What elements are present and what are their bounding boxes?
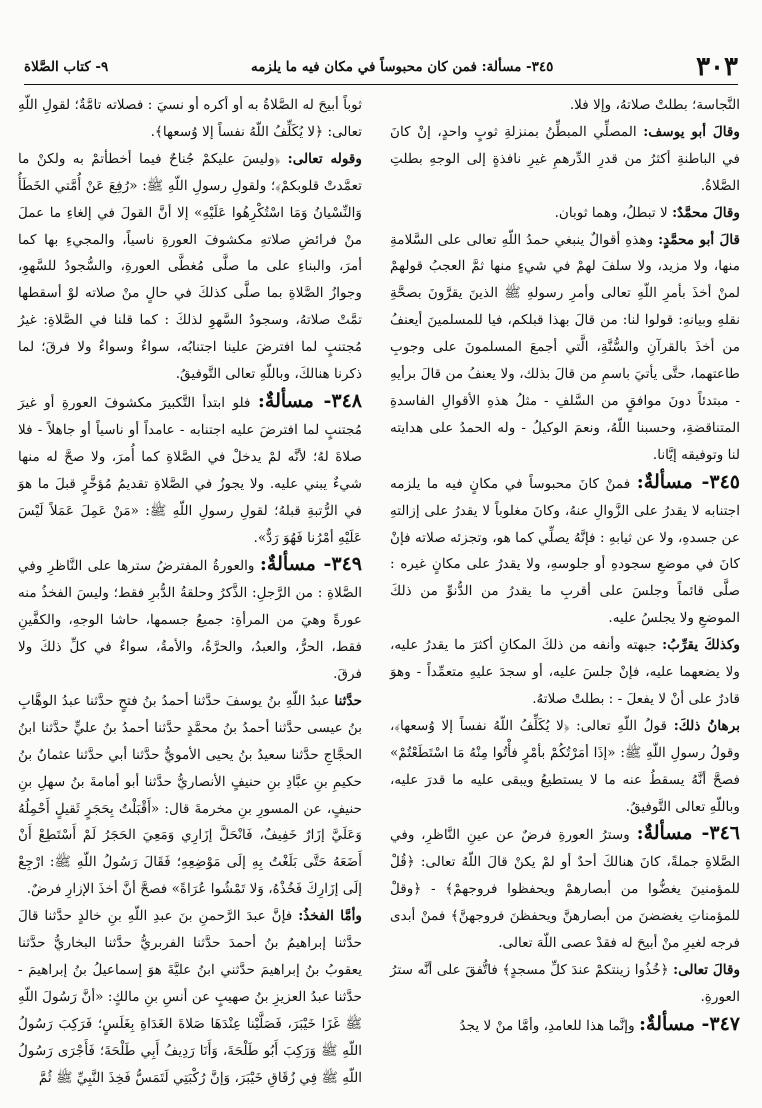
chapter-title: ٣٤٥- مسألة: فمن كان محبوساً في مكان فيه ما يلزمه bbox=[250, 59, 554, 75]
masala-paragraph: ٣٤٦- مسألةٌ: وسترُ العورةِ فرضٌ عن عينِ النَّاظرِ، وفي الصَّلاةِ جملةً، كانَ هنالكَ أحدٌ أو لمْ يكنْ قالَ اللّهُ تعالى: ﴿قُلْ للمؤمنينَ يغضُّوا من أبصارهمْ ويحفظوا فروجهمْ﴾ - ﴿وقلْ للمؤمناتِ يغضضنَ من أبصارهنَّ ويحفظنَ فروجهنَّ﴾ فمنْ أبدى فرجه لغيرِ منْ أبيحَ له فقدْ عصى اللّهَ تعالى. bbox=[390, 822, 740, 952]
book-title: ٩- كتاب الصَّلاة bbox=[24, 59, 109, 75]
paragraph: النَّجاسة؛ بطلتْ صلاتهُ، وإلا فلا. bbox=[569, 97, 740, 113]
masala-paragraph: ٣٤٧- مسألةٌ: وإنَّما هذا للعامدِ، وأمَّا منْ لا يجدُ bbox=[459, 1012, 740, 1035]
paragraph: وقالَ تعالى: ﴿خُذُوا زينتكمْ عندَ كلِّ مسجدٍ﴾ فاتُّفقَ على أنَّه سترُ العورةِ. bbox=[390, 962, 741, 1005]
paragraph: حدَّثنا عبدُ اللّهِ بنُ يوسفَ حدَّثنا أحمدُ بنُ فتحٍ حدَّثنا عبدُ الوهَّابِ بنُ عيسى حدَّثنا أحمدُ بنُ محمَّدٍ حدَّثنا أحمدُ بنُ عليٍّ حدَّثنا ابنُ الحجَّاجِ حدَّثنا سعيدُ بنُ يحيى الأمويُّ حدَّثنا أبي حدَّثنا عثمانُ بنُ حكيمِ بنِ عبَّادِ بنِ حنيفٍ الأنصاريُّ حدَّثنا أبو أمامةَ بنُ سهلِ بنِ حنيفٍ، عن المسورِ بنِ مخرمةَ قال: «أَقْبَلْتُ بِحَجَرٍ ثَقيلٍ أَحْمِلُهُ وَعَلَيَّ إزَارٌ خَفِيفٌ، فَانْحَلَّ إزَارِي وَمَعِيَ الحَجَرُ لَمْ أَسْتَطِعْ أَنْ أَضَعَهُ حَتَّى بَلَغْتُ بِهِ إلَى مَوْضِعِهِ؛ فَقَالَ رَسُولُ اللّهِ ﷺ: ارْجِعْ إلَى إزَارِكَ فَخُذْهُ، وَلا تَمْشُوا عُرَاةً» فصحَّ أنَّ أخذَ الإزارِ فرضٌ. bbox=[18, 692, 362, 898]
masala-paragraph: ٣٤٥- مسألةٌ: فمنْ كانَ محبوساً في مكانٍ فيه ما يلزمه اجتنابه لا يقدرُ على الزَّوالِ عنهُ، وكانَ مغلوباً لا يقدرُ على إزالتهِ عن جسدهِ، ولا عن ثيابهِ : فإنَّهُ يصلِّي كما هو، وتجزئه صلاته فإنْ كانَ في موضعِ سجودهِ أو جلوسهِ، ولا يقدرُ على مكانٍ غيره : صلَّى قائماً وجلسَ على أقربِ ما يقدرُ من الدُّنوِّ من ذلكَ الموضعِ ولا يجلسُ عليه. bbox=[390, 470, 740, 627]
paragraph: وقالَ محمَّدٌ: لا تبطلُ، وهما ثوبان. bbox=[554, 204, 740, 221]
paragraph: وقوله تعالى: ﴿وليسَ عليكمْ جُناحٌ فيما أخطأتمْ به ولكنْ ما تعمَّدتْ قلوبكمْ﴾؛ ولقولِ رسولِ اللّهِ ﷺ: «رُفِعَ عَنْ أُمَّتي الخَطَأُ وَالنِّسْيانُ وَمَا اسْتُكْرِهُوا عَلَيْهِ» إلا أنَّ القولَ في إلغاءِ ما عملَ منْ فرائضِ صلاتهِ مكشوفَ العورةِ ناسياً، والمجيءِ بها كما أمرَ، والبناءِ على ما صلَّى مُغطَّى العورةِ، والسُّجودُ للسَّهوِ، وجوازُ الصَّلاةِ بما صلَّى كذلكَ في حالٍ منْ صلاته لوْ أسقطها تمَّتْ صلاتهُ، وسجودُ السَّهوِ لذلكَ : كما قلنا في الصَّلاةِ: غيرُ مُجتنبٍ لما افترضَ علينا اجتنابُه، سواءٌ وسواءٌ ولا فرقَ؛ لما ذكرنا هنالكَ، وباللّهِ تعالى التَّوفيقُ. bbox=[18, 150, 362, 383]
masala-paragraph: ٣٤٩- مسألةٌ: والعورةُ المفترضُ سترها على النَّاظرِ وفي الصَّلاةِ : من الرَّجلِ: الذَّكرُ وحلقةُ الدُّبرِ فقط؛ وليسَ الفخذُ منه عورةً وهيَ من المرأةِ: جميعُ جسمها، حاشا الوجهِ، والكفَّينِ فقط، الحرُّ، والعبدُ، والحرَّةُ، والأمةُ، سواءٌ في كلِّ ذلكَ ولا فرقَ. bbox=[18, 553, 363, 683]
paragraph: وكذلكَ يقرِّبُ: جبهته وأنفه من ذلكَ المكانِ أكثرَ ما يقدرُ عليه، ولا يضعهما عليه، فإنْ جلسَ عليه، أو سجدَ عليهِ متعمِّداً - وهوَ قادرٌ على أنْ لا يفعلَ - : بطلتْ صلاتهُ. bbox=[390, 637, 740, 707]
right-column bbox=[390, 92, 740, 1040]
left-column bbox=[18, 92, 362, 1092]
page-number: ٣٠٣ bbox=[696, 52, 738, 82]
paragraph: برهانُ ذلكَ: قولُ اللّهِ تعالى: ﴿لا يُكَلِّفُ اللّهُ نفساً إلا وُسعها﴾، وقولُ رسولِ اللّهِ ﷺ: «إذَا أمَرْتُكُمْ بأمْرٍ فأْتُوا مِنْهُ مَا اسْتَطَعْتُمْ» فصحَّ أنَّهُ يسقطُ عنه ما لا يستطيعُ ويبقى عليه ما قدرَ عليه، وباللّهِ تعالى التَّوفيقُ. bbox=[390, 717, 741, 815]
masala-paragraph: ٣٤٨- مسألةٌ: فلو ابتدأ التَّكبيرَ مكشوفَ العورةِ أو غيرَ مُجتنبٍ لما افترضَ عليه اجتنابه - عامداً أو ناسياً أو جاهلاً - فلا صلاةَ لهُ؛ لأنَّه لمْ يدخلْ في الصَّلاةِ كما أُمرَ، ولا صحَّ له منها شيءٌ يبني عليه. ولا يجوزُ في الصَّلاةِ تقديمُ مُؤخَّرٍ قبلَ ما هوَ في الرُّتبةِ قبلهُ؛ لقولِ رسولِ اللّهِ ﷺ: «مَنْ عَمِلَ عَمَلاً لَيْسَ عَلَيْهِ أمْرُنا فَهُوَ رَدٌّ». bbox=[18, 389, 362, 546]
paragraph: ثوباً أبيحَ له الصَّلاةُ به أو أكره أو نسيَ : فصلاته تامَّةٌ؛ لقولِ اللّهِ تعالى: ﴿لا يُكَلِّفُ اللّهُ نفساً إلا وُسعها﴾. bbox=[18, 97, 362, 140]
header-divider bbox=[24, 84, 738, 85]
paragraph: وقالَ أبو يوسف: المصلِّي المبطِّنُ بمنزلةِ ثوبٍ واحدٍ، إنْ كانَ في الباطنةِ أكثرُ من قدرِ الدِّرهمِ غيرِ نافذةٍ إلى الوجهِ بطلتِ الصَّلاةُ. bbox=[390, 123, 740, 194]
paragraph: وأمَّا الفخذُ: فإنَّ عبدَ الرَّحمنِ بنَ عبدِ اللّهِ بنِ خالدٍ حدَّثنا قالَ حدَّثنا إبراهيمُ بنُ أحمدَ حدَّثنا الفربريُّ حدَّثنا البخاريُّ حدَّثنا يعقوبُ بنُ إبراهيمَ حدَّثني ابنُ عليَّةَ هوَ إسماعيلُ بنُ إبراهيمَ - حدَّثنا عبدُ العزيزِ بنُ صهيبٍ عن أنسِ بنِ مالكٍ: «أنَّ رَسُولَ اللّهِ ﷺ غَزَا خَيْبَرَ، فَصَلَّيْنا عِنْدَهَا صَلاةَ الغَدَاةِ بِغَلَسٍ؛ فَرَكِبَ رَسُولُ اللّهِ ﷺ وَرَكِبَ أَبُو طَلْحَةَ، وَأَنَا رَدِيفُ أَبِي طَلْحَةَ؛ فَأَجْرَى رَسُولُ اللّهِ ﷺ فِي زُقَاقِ خَيْبَرَ، وَإنَّ رُكْبَتِي لَتَمَسُّ فَخِذَ النَّبِيِّ ﷺ ثُمَّ bbox=[18, 908, 362, 1086]
paragraph: قالَ أبو محمَّدٍ: وهذهِ أقوالٌ ينبغي حمدُ اللّهِ تعالى على السَّلامةِ منها، ولا مزيد، ولا سلفَ لهمْ في شيءٍ منها ثمَّ العجبُ قولهمْ لمنْ أخذَ بأمرِ اللّهِ تعالى وأمرِ رسولهِ ﷺ الذينَ يقرَّونَ بصحَّةِ نقلهِ وبيانهِ: قولوا لنا: من قالَ بهذا قبلكم، فيا للمسلمينَ أيعنفُ من أخذَ بالقرآنِ والسُّنَّةِ، الَّتي أجمعَ المسلمونَ على وجوبِ طاعتهما، حتَّى يأتيَ باسمِ من قالَ بذلك، ولا يعنفُ من قالَ برأيهِ - مبتدئاً دونَ موافقٍ من السَّلفِ - مثلُ هذهِ الأقوالِ الفاسدةِ المتناقضةِ، وحسبنا اللّهُ، ونعمَ الوكيلُ - وله الحمدُ على هدايته لنا وتوفيقه إيَّانا. bbox=[390, 231, 741, 463]
page-header bbox=[24, 52, 738, 82]
